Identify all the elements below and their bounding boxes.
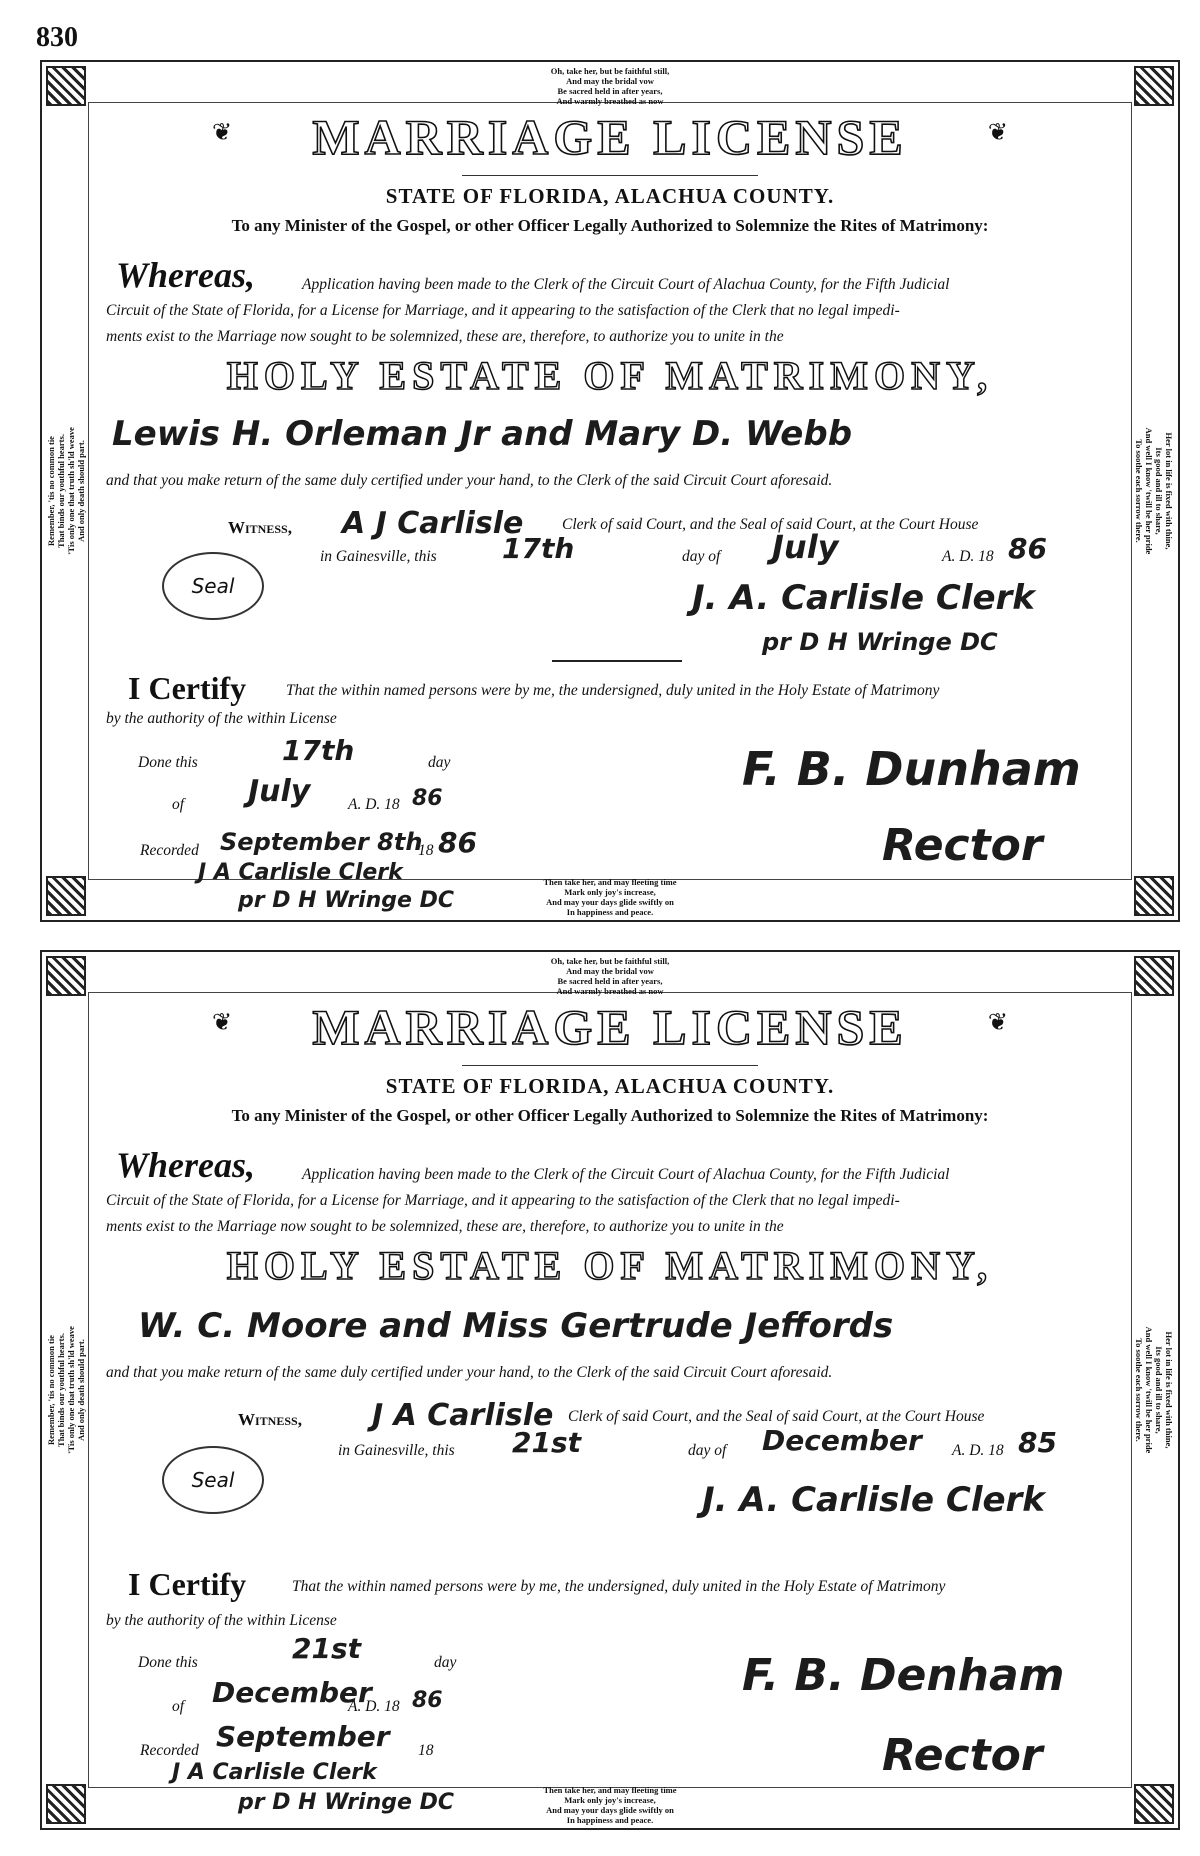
divider (462, 175, 758, 176)
done-day: 17th (282, 734, 355, 767)
license-year: 85 (1018, 1426, 1057, 1459)
flourish-icon: ❦ (987, 120, 1008, 146)
divider (462, 1065, 758, 1066)
done-month: December (212, 1676, 372, 1709)
officiant-signature: F. B. Denham (742, 1650, 1065, 1701)
verse-top: Oh, take her, but be faithful still, And may the bridal vow Be sacred held in after years, And warmly breathed as now (550, 66, 670, 106)
clerk-text: Clerk of said Court, and the Seal of said Court, at the Court House (562, 516, 979, 533)
officiant-title: Rector (882, 1730, 1043, 1781)
of-label: of (172, 1698, 185, 1715)
holy-estate-heading: HOLY ESTATE OF MATRIMONY, (226, 353, 994, 398)
verse-bottom: Then take her, and may fleeting time Mark only joy's increase, And may your days glide swiftly on In happiness and peace. (543, 877, 677, 917)
ad-label: A. D. 18 (952, 1442, 1004, 1459)
whereas-heading: Whereas, (116, 255, 256, 295)
done-year: 86 (412, 1688, 443, 1713)
clerk-text: Clerk of said Court, and the Seal of said Court, at the Court House (568, 1408, 985, 1425)
verse-right: Her lot in life is fixed with thine, Its good and ill to share, And well I know 'twill be her pride To soothe each sorrow there. (1134, 1326, 1174, 1454)
ad-label: A. D. 18 (942, 548, 994, 565)
state-line: STATE OF FLORIDA, ALACHUA COUNTY. (385, 1074, 835, 1098)
done-this-label: Done this (138, 1654, 198, 1671)
holy-estate-heading: HOLY ESTATE OF MATRIMONY, (226, 1243, 994, 1288)
day-label: day (428, 754, 451, 771)
officiant-signature: F. B. Dunham (742, 742, 1081, 796)
marriage-license-1 (40, 60, 1180, 922)
recorded-date: September (216, 1720, 390, 1753)
page-number: 830 (36, 22, 78, 53)
day-of-label: day of (688, 1442, 727, 1459)
license-month: July (772, 528, 839, 566)
ad-label: A. D. 18 (348, 796, 400, 813)
license-day: 17th (502, 532, 575, 565)
officiant-title: Rector (882, 820, 1043, 871)
whereas-text: Application having been made to the Clerk of the Circuit Court of Alachua County, for the Fifth Judicial (302, 276, 950, 293)
recorded-deputy: pr D H Wringe DC (238, 1790, 455, 1815)
of-label: of (172, 796, 185, 813)
license-title: MARRIAGE LICENSE (312, 999, 908, 1055)
whereas-text: ments exist to the Marriage now sought to be solemnized, these are, therefore, to authorize you to unite in the (106, 328, 784, 345)
license-month: December (762, 1424, 922, 1457)
whereas-heading: Whereas, (116, 1145, 256, 1185)
address-line: To any Minister of the Gospel, or other Officer Legally Authorized to Solemnize the Rites of Matrimony: (231, 216, 989, 235)
flourish-icon: ❦ (212, 120, 233, 146)
address-line: To any Minister of the Gospel, or other Officer Legally Authorized to Solemnize the Rites of Matrimony: (231, 1106, 989, 1125)
state-line: STATE OF FLORIDA, ALACHUA COUNTY. (385, 184, 835, 208)
verse-left: Remember, 'tis no common tie That binds our youthful hearts. 'Tis only one that truth sh'ld weave And only death should part. (46, 1326, 86, 1454)
verse-bottom: Then take her, and may fleeting time Mark only joy's increase, And may your days glide swiftly on In happiness and peace. (543, 1785, 677, 1825)
ad-label: A. D. 18 (348, 1698, 400, 1715)
eighteen-label: 18 (418, 842, 434, 859)
recorded-date: September 8th (220, 828, 423, 856)
done-year: 86 (412, 786, 443, 811)
clerk-signature: J. A. Carlisle Clerk (702, 1480, 1045, 1520)
witness-label: Witness, (228, 518, 292, 537)
marriage-license-2 (40, 950, 1180, 1830)
recorded-clerk: J A Carlisle Clerk (172, 1760, 377, 1785)
license-title: MARRIAGE LICENSE (312, 109, 908, 165)
flourish-icon: ❦ (987, 1010, 1008, 1036)
recorded-deputy: pr D H Wringe DC (238, 888, 455, 913)
couple-names: Lewis H. Orleman Jr and Mary D. Webb (112, 414, 853, 454)
recorded-label: Recorded (140, 842, 199, 859)
witness-signature: A J Carlisle (342, 506, 524, 541)
certify-heading: I Certify (128, 670, 247, 706)
done-day: 21st (292, 1632, 362, 1665)
court-seal: Seal (162, 552, 264, 620)
whereas-text: Circuit of the State of Florida, for a License for Marriage, and it appearing to the satisfaction of the Clerk that no legal impedi- (106, 1192, 900, 1209)
deputy-signature: pr D H Wringe DC (762, 628, 998, 656)
license-day: 21st (512, 1426, 582, 1459)
authority-text: by the authority of the within License (106, 710, 337, 727)
whereas-text: ments exist to the Marriage now sought to be solemnized, these are, therefore, to authorize you to unite in the (106, 1218, 784, 1235)
recorded-clerk: J A Carlisle Clerk (198, 860, 403, 885)
certify-text: That the within named persons were by me, the undersigned, duly united in the Holy Estate of Matrimony (286, 682, 940, 699)
whereas-text: Application having been made to the Clerk of the Circuit Court of Alachua County, for the Fifth Judicial (302, 1166, 950, 1183)
eighteen-label: 18 (418, 1742, 434, 1759)
done-this-label: Done this (138, 754, 198, 771)
verse-top: Oh, take her, but be faithful still, And may the bridal vow Be sacred held in after years, And warmly breathed as now (550, 956, 670, 996)
couple-names: W. C. Moore and Miss Gertrude Jeffords (138, 1306, 894, 1346)
court-seal: Seal (162, 1446, 264, 1514)
verse-right: Her lot in life is fixed with thine, Its good and ill to share, And well I know 'twill be her pride To soothe each sorrow there. (1134, 427, 1174, 555)
certify-text: That the within named persons were by me, the undersigned, duly united in the Holy Estate of Matrimony (292, 1578, 946, 1595)
witness-label: Witness, (238, 1410, 302, 1429)
clerk-signature: J. A. Carlisle Clerk (692, 578, 1035, 618)
recorded-year: 86 (438, 826, 477, 859)
whereas-text: Circuit of the State of Florida, for a License for Marriage, and it appearing to the satisfaction of the Clerk that no legal impedi- (106, 302, 900, 319)
authority-text: by the authority of the within License (106, 1612, 337, 1629)
day-of-label: day of (682, 548, 721, 565)
return-text: and that you make return of the same duly certified under your hand, to the Clerk of the said Circuit Court aforesaid. (106, 1364, 833, 1381)
divider (552, 660, 682, 662)
day-label: day (434, 1654, 457, 1671)
certify-heading: I Certify (128, 1566, 247, 1602)
return-text: and that you make return of the same duly certified under your hand, to the Clerk of the said Circuit Court aforesaid. (106, 472, 833, 489)
verse-left: Remember, 'tis no common tie That binds our youthful hearts. 'Tis only one that truth sh'ld weave And only death should part. (46, 427, 86, 555)
recorded-label: Recorded (140, 1742, 199, 1759)
flourish-icon: ❦ (212, 1010, 233, 1036)
gainesville-label: in Gainesville, this (338, 1442, 455, 1459)
witness-signature: J A Carlisle (372, 1398, 554, 1433)
gainesville-label: in Gainesville, this (320, 548, 437, 565)
license-year: 86 (1008, 532, 1047, 565)
done-month: July (248, 774, 311, 809)
